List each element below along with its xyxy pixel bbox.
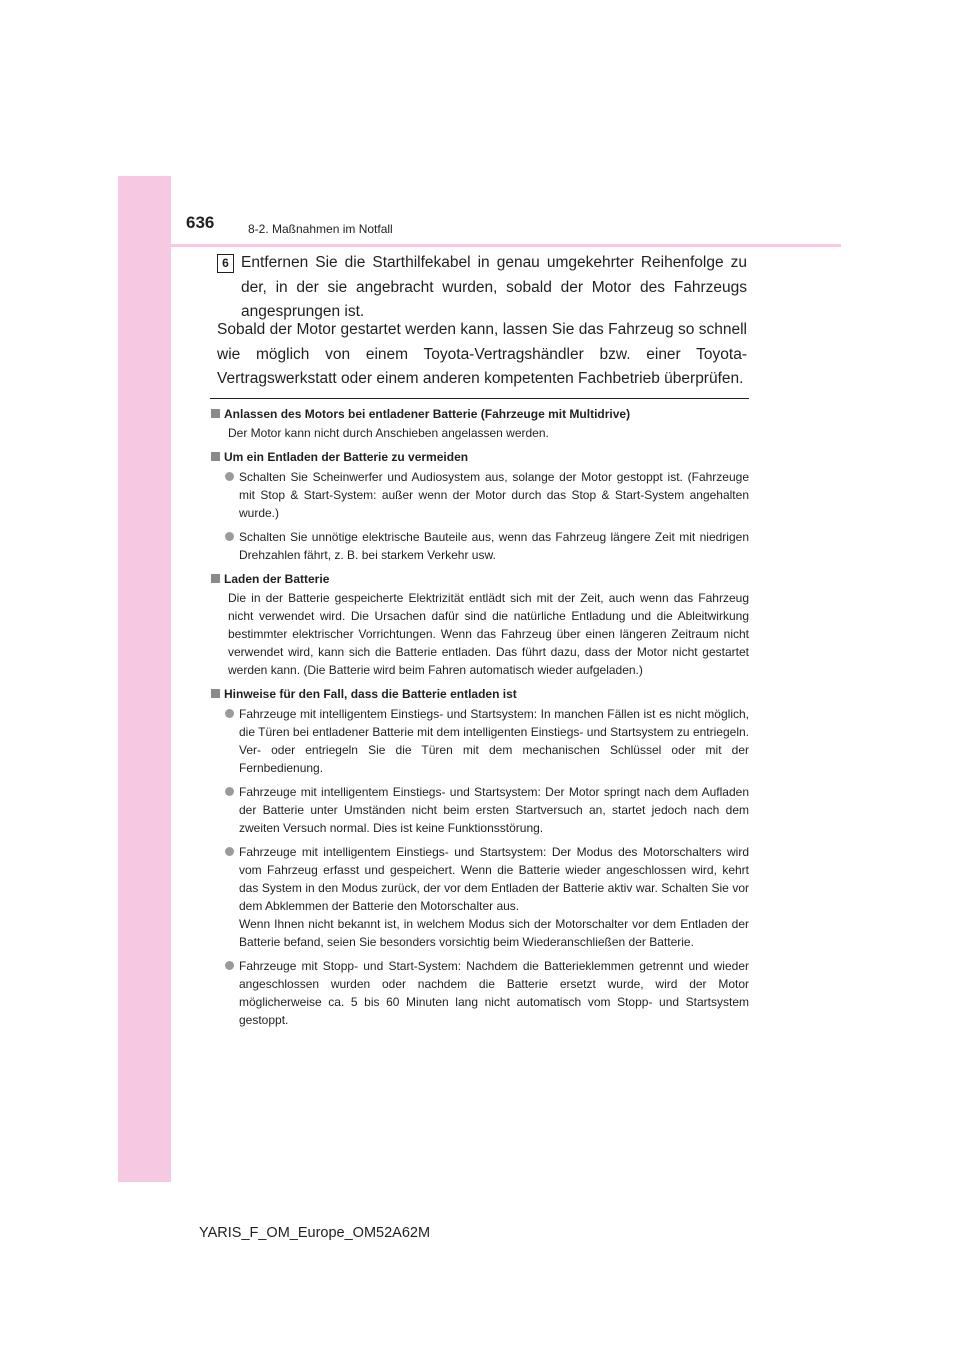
note-body: Die in der Batterie gespeicherte Elektrizität entlädt sich mit der Zeit, auch wenn das Fahrzeug nicht verwendet wird. Die Ursachen dafür sind die natürliche Entladung und die Ableitwirkung bestimmter elektrischer Vorrichtungen. Wenn das Fahrzeug über einen längeren Zeitraum nicht verwendet wird, kann sich die Batterie entladen. Das führt dazu, dass der Motor nicht gestartet werden kann. (Die Batterie wird beim Fahren automatisch wieder aufgeladen.) (228, 591, 749, 677)
note-heading: Anlassen des Motors bei entladener Batterie (Fahrzeuge mit Multidrive) (224, 407, 631, 421)
bullet-text: Fahrzeuge mit intelligentem Einstiegs- und Startsystem: In manchen Fällen ist es nicht möglich, die Türen bei entladener Batterie mit dem intelligenten Einstiegs- und Startsystem zu entriegeln. Ver- oder entriegeln Sie die Türen mit dem mechanischen Schlüssel oder mit der Fernbedienung. (239, 707, 749, 775)
circle-bullet-icon (225, 472, 234, 481)
bullet-text: Fahrzeuge mit Stopp- und Start-System: Nachdem die Batterieklemmen getrennt und wieder angeschlossen wurden oder nachdem die Batterie ersetzt wurde, wird der Motor möglicherweise ca. 5 bis 60 Minuten lang nicht automatisch vom Stopp- und Startsystem gestoppt. (239, 959, 749, 1027)
circle-bullet-icon (225, 787, 234, 796)
note-heading: Um ein Entladen der Batterie zu vermeiden (224, 450, 469, 464)
step-text: Entfernen Sie die Starthilfekabel in genau umgekehrter Reihenfolge zu der, in der sie angebracht wurden, sobald der Motor des Fahrzeugs angesprungen ist. (241, 254, 747, 320)
notes-section (211, 405, 749, 1035)
section-title: 8-2. Maßnahmen im Notfall (248, 222, 393, 236)
page-number: 636 (186, 213, 215, 232)
list-item (225, 705, 749, 777)
circle-bullet-icon (225, 961, 234, 970)
square-bullet-icon (211, 574, 220, 583)
note-heading: Laden der Batterie (224, 572, 330, 586)
circle-bullet-icon (225, 709, 234, 718)
bullet-text: Fahrzeuge mit intelligentem Einstiegs- und Startsystem: Der Motor springt nach dem Aufladen der Batterie unter Umständen nicht beim ersten Startversuch an, startet jedoch nach dem zweiten Versuch normal. Dies ist keine Funktionsstörung. (239, 785, 749, 835)
note-discharged-battery (211, 685, 749, 1029)
list-item (225, 528, 749, 564)
step-followup-text: Sobald der Motor gestartet werden kann, lassen Sie das Fahrzeug so schnell wie möglich von einem Toyota-Vertragshändler bzw. einer Toyota-Vertragswerkstatt oder einem anderen kompetenten Fachbetrieb überprüfen. (217, 321, 747, 387)
bullet-text: Schalten Sie Scheinwerfer und Audiosystem aus, solange der Motor gestoppt ist. (Fahrzeuge mit Stop & Start-System: außer wenn der Motor durch das Stop & Start-System angehalten wurde.) (239, 470, 749, 520)
note-heading: Hinweise für den Fall, dass die Batterie entladen ist (224, 687, 517, 701)
square-bullet-icon (211, 689, 220, 698)
circle-bullet-icon (225, 532, 234, 541)
step-number-badge: 6 (217, 254, 234, 273)
bullet-text: Fahrzeuge mit intelligentem Einstiegs- und Startsystem: Der Modus des Motorschalters wird vom Fahrzeug erfasst und gespeichert. Wenn die Batterie wieder angeschlossen wird, kehrt das System in den Modus zurück, der vor dem Entladen der Batterie aktiv war. Schalten Sie vor dem Abklemmen der Batterie den Motorschalter aus. Wenn Ihnen nicht bekannt ist, in welchem Modus sich der Motorschalter vor dem Entladen der Batterie befand, seien Sie besonders vorsichtig beim Wiederanschließen der Batterie. (239, 845, 749, 949)
square-bullet-icon (211, 452, 220, 461)
list-item (225, 957, 749, 1029)
side-tab (118, 176, 171, 1182)
note-avoid-discharge (211, 448, 749, 564)
note-charging (211, 570, 749, 679)
square-bullet-icon (211, 409, 220, 418)
note-multidrive (211, 405, 749, 442)
notes-divider (210, 398, 749, 399)
list-item (225, 843, 749, 951)
header-rule (171, 244, 841, 247)
note-body: Der Motor kann nicht durch Anschieben angelassen werden. (228, 426, 549, 440)
document-code: YARIS_F_OM_Europe_OM52A62M (199, 1225, 431, 1241)
circle-bullet-icon (225, 847, 234, 856)
list-item (225, 468, 749, 522)
bullet-text: Schalten Sie unnötige elektrische Bauteile aus, wenn das Fahrzeug längere Zeit mit niedrigen Drehzahlen fährt, z. B. bei starkem Verkehr usw. (239, 530, 749, 562)
list-item (225, 783, 749, 837)
